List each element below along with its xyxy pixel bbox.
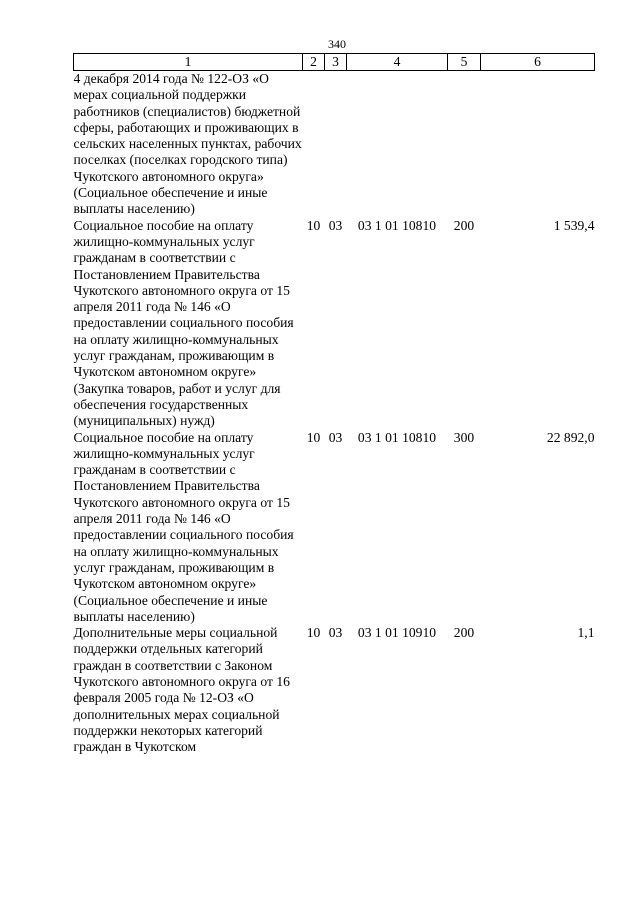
column-header-1: 1 [74,54,303,71]
row-section: 10 [306,217,321,233]
row-subsection: 03 [328,217,343,233]
table-row [74,218,595,430]
row-subsection: 03 [328,429,343,445]
column-header-4: 4 [347,54,448,71]
row-expense-type: 200 [453,217,475,233]
row-section [303,71,325,218]
column-header-6: 6 [481,54,595,71]
table-row [74,430,595,626]
row-subsection: 03 [328,625,343,641]
column-header-5: 5 [448,54,481,71]
row-expense-type [448,71,481,218]
table-row [74,71,595,218]
column-number-row [74,54,595,71]
row-amount: 22 892,0 [546,429,595,445]
row-target-article: 03 1 01 10910 [357,625,437,641]
row-target-article [347,71,448,218]
column-header-2: 2 [303,54,325,71]
budget-table [73,53,595,755]
row-target-article: 03 1 01 10810 [357,429,437,445]
row-expense-type: 200 [453,625,475,641]
row-target-article: 03 1 01 10810 [357,217,437,233]
row-amount: 1,1 [577,625,595,641]
row-description: Дополнительные меры социальной поддержки отдельных категорий граждан в соответствии с Законом Чукотского автономного округа от 16 февраля 2005 года № 12-ОЗ «О дополнительных мерах социальной поддержки некоторых категорий граждан в Чукотском [73,625,290,755]
row-description: Социальное пособие на оплату жилищно-коммунальных услуг гражданам в соответствии с Постановлением Правительства Чукотского автономного округа от 15 апреля 2011 года № 146 «О предоставлении социального пособия на оплату жилищно-коммунальных услуг гражданам, проживающим в Чукотском автономном округе» (Закупка товаров, работ и услуг для обеспечения государственных (муниципальных) нужд) [73,217,294,429]
row-expense-type: 300 [453,429,475,445]
column-header-3: 3 [325,54,347,71]
row-section: 10 [306,625,321,641]
table-row [74,625,595,755]
row-description: Социальное пособие на оплату жилищно-коммунальных услуг гражданам в соответствии с Постановлением Правительства Чукотского автономного округа от 15 апреля 2011 года № 146 «О предоставлении социального пособия на оплату жилищно-коммунальных услуг гражданам, проживающим в Чукотском автономном округе» (Социальное обеспечение и иные выплаты населению) [73,429,294,624]
row-amount [481,71,595,218]
page-number: 340 [328,37,346,51]
row-amount: 1 539,4 [553,217,595,233]
row-section: 10 [306,429,321,445]
row-description: 4 декабря 2014 года № 122-ОЗ «О мерах социальной поддержки работников (специалистов) бюджетной сферы, работающих и проживающих в сельских населенных пунктах, рабочих поселках (поселках городского типа) Чукотского автономного округа» (Социальное обеспечение и иные выплаты населению) [73,71,302,217]
row-subsection [325,71,347,218]
